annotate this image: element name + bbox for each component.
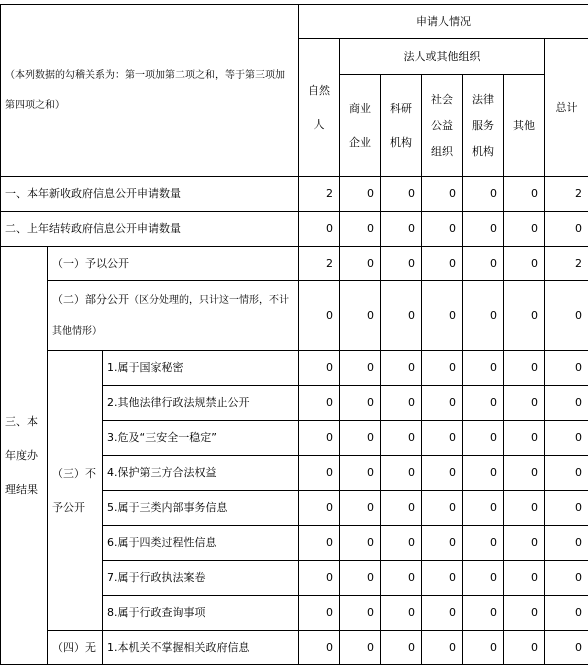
cell-value: 0 xyxy=(504,491,545,526)
cell-value: 0 xyxy=(299,561,340,596)
row-label xyxy=(48,281,299,351)
item3-label: （三）不予公开 xyxy=(48,351,103,631)
legal-service-header: 法律服务机构 xyxy=(463,75,504,177)
cell-value: 0 xyxy=(381,526,422,561)
applicant-status-header: 申请人情况 xyxy=(299,5,588,39)
cell-value: 0 xyxy=(422,281,463,351)
row-label: （一）予以公开 xyxy=(48,247,299,281)
cell-value: 0 xyxy=(545,561,588,596)
cell-value: 0 xyxy=(463,491,504,526)
cell-value: 0 xyxy=(545,351,588,386)
cell-value: 0 xyxy=(463,631,504,665)
table-row xyxy=(1,351,588,386)
cell-value: 0 xyxy=(545,596,588,631)
cell-value: 0 xyxy=(299,526,340,561)
cell-value: 0 xyxy=(299,351,340,386)
cell-value: 0 xyxy=(381,247,422,281)
cell-value: 0 xyxy=(381,456,422,491)
natural-person-header: 自然人 xyxy=(299,39,340,177)
table-row xyxy=(1,247,588,281)
cell-value: 0 xyxy=(463,456,504,491)
social-welfare-header: 社会公益组织 xyxy=(422,75,463,177)
cell-value: 0 xyxy=(504,631,545,665)
legal-group-header: 法人或其他组织 xyxy=(340,39,545,75)
row-label-note: （区分处理的，只计这一情形，不计其他情形） xyxy=(52,295,289,337)
cell-value: 0 xyxy=(504,386,545,421)
cell-value: 0 xyxy=(340,351,381,386)
cell-value: 0 xyxy=(381,631,422,665)
header-note: （本列数据的勾稽关系为：第一项加第二项之和，等于第三项加第四项之和） xyxy=(1,5,299,177)
cell-value: 0 xyxy=(545,526,588,561)
cell-value: 0 xyxy=(463,212,504,247)
row-label: 6.属于四类过程性信息 xyxy=(103,526,299,561)
table-row xyxy=(1,631,588,665)
cell-value: 0 xyxy=(422,386,463,421)
cell-value: 0 xyxy=(463,281,504,351)
cell-value: 0 xyxy=(381,212,422,247)
cell-value: 0 xyxy=(504,421,545,456)
cell-value: 0 xyxy=(545,281,588,351)
row-label: 5.属于三类内部事务信息 xyxy=(103,491,299,526)
table-row xyxy=(1,212,588,247)
cell-value: 0 xyxy=(340,526,381,561)
cell-value: 0 xyxy=(504,596,545,631)
cell-value: 0 xyxy=(504,561,545,596)
row-label: 2.其他法律行政法规禁止公开 xyxy=(103,386,299,421)
cell-value: 0 xyxy=(504,456,545,491)
cell-value: 0 xyxy=(422,247,463,281)
cell-value: 0 xyxy=(299,596,340,631)
commercial-header: 商业企业 xyxy=(340,75,381,177)
cell-value: 0 xyxy=(504,247,545,281)
cell-value: 0 xyxy=(504,526,545,561)
cell-value: 0 xyxy=(381,561,422,596)
cell-value: 0 xyxy=(422,212,463,247)
cell-value: 0 xyxy=(299,631,340,665)
cell-value: 0 xyxy=(381,351,422,386)
cell-value: 0 xyxy=(422,177,463,212)
cell-value: 2 xyxy=(545,247,588,281)
cell-value: 0 xyxy=(422,456,463,491)
table-wrapper xyxy=(0,4,588,665)
cell-value: 0 xyxy=(422,596,463,631)
cell-value: 0 xyxy=(463,561,504,596)
cell-value: 0 xyxy=(299,212,340,247)
research-header: 科研机构 xyxy=(381,75,422,177)
cell-value: 0 xyxy=(422,351,463,386)
cell-value: 0 xyxy=(381,281,422,351)
cell-value: 0 xyxy=(545,212,588,247)
cell-value: 0 xyxy=(504,177,545,212)
row-label: 1.属于国家秘密 xyxy=(103,351,299,386)
cell-value: 0 xyxy=(463,386,504,421)
table-row xyxy=(1,281,588,351)
cell-value: 0 xyxy=(381,491,422,526)
row-label: 二、上年结转政府信息公开申请数量 xyxy=(1,212,299,247)
row-label: 7.属于行政执法案卷 xyxy=(103,561,299,596)
cell-value: 0 xyxy=(545,421,588,456)
cell-value: 0 xyxy=(463,526,504,561)
cell-value: 2 xyxy=(299,247,340,281)
cell-value: 0 xyxy=(463,177,504,212)
cell-value: 0 xyxy=(340,491,381,526)
cell-value: 0 xyxy=(340,596,381,631)
row-label: 一、本年新收政府信息公开申请数量 xyxy=(1,177,299,212)
cell-value: 0 xyxy=(340,212,381,247)
cell-value: 0 xyxy=(463,351,504,386)
other-header: 其他 xyxy=(504,75,545,177)
cell-value: 0 xyxy=(504,351,545,386)
cell-value: 0 xyxy=(340,386,381,421)
cell-value: 0 xyxy=(422,631,463,665)
cell-value: 0 xyxy=(504,212,545,247)
cell-value: 0 xyxy=(299,456,340,491)
cell-value: 0 xyxy=(545,456,588,491)
cell-value: 0 xyxy=(340,456,381,491)
row-label: 4.保护第三方合法权益 xyxy=(103,456,299,491)
table-row xyxy=(1,177,588,212)
cell-value: 0 xyxy=(340,631,381,665)
cell-value: 0 xyxy=(463,596,504,631)
cell-value: 0 xyxy=(381,596,422,631)
cell-value: 0 xyxy=(463,421,504,456)
row-label: 8.属于行政查询事项 xyxy=(103,596,299,631)
row-label-main: （二）部分公开 xyxy=(52,293,129,306)
cell-value: 0 xyxy=(299,281,340,351)
total-header: 总计 xyxy=(545,39,588,177)
cell-value: 0 xyxy=(422,491,463,526)
cell-value: 0 xyxy=(381,386,422,421)
cell-value: 0 xyxy=(463,247,504,281)
cell-value: 0 xyxy=(545,631,588,665)
cell-value: 0 xyxy=(340,281,381,351)
cell-value: 0 xyxy=(381,177,422,212)
cell-value: 0 xyxy=(545,491,588,526)
cell-value: 0 xyxy=(422,561,463,596)
row-label: 1.本机关不掌握相关政府信息 xyxy=(103,631,299,665)
cell-value: 0 xyxy=(340,177,381,212)
cell-value: 0 xyxy=(340,247,381,281)
item4-label: （四）无 xyxy=(48,631,103,665)
cell-value: 2 xyxy=(299,177,340,212)
cell-value: 0 xyxy=(422,421,463,456)
cell-value: 0 xyxy=(340,421,381,456)
section3-label: 三、本年度办理结果 xyxy=(1,247,48,665)
row-label: 3.危及“三安全一稳定” xyxy=(103,421,299,456)
cell-value: 0 xyxy=(299,421,340,456)
cell-value: 2 xyxy=(545,177,588,212)
cell-value: 0 xyxy=(504,281,545,351)
cell-value: 0 xyxy=(340,561,381,596)
cell-value: 0 xyxy=(381,421,422,456)
cell-value: 0 xyxy=(299,386,340,421)
cell-value: 0 xyxy=(545,386,588,421)
cell-value: 0 xyxy=(422,526,463,561)
government-info-disclosure-table xyxy=(0,4,588,665)
cell-value: 0 xyxy=(299,491,340,526)
